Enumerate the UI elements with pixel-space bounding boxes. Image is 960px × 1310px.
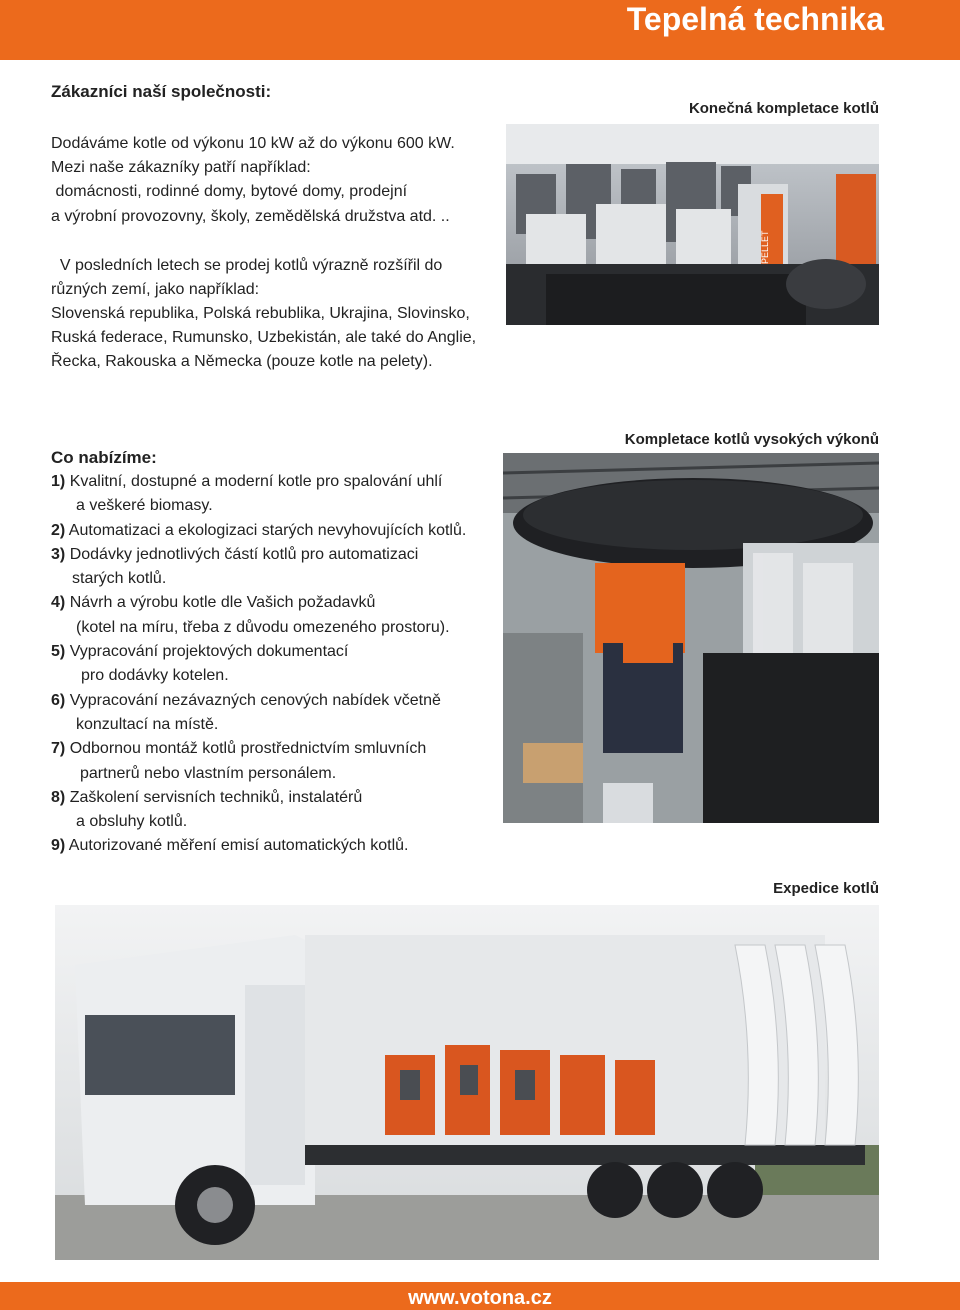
offer-item-text: Kvalitní, dostupné a moderní kotle pro spalování uhlí <box>69 473 443 490</box>
countries-line-2: různých zemí, jako například: <box>51 281 260 298</box>
photo-truck-dispatch <box>55 905 879 1260</box>
photo-caption-highpower: Kompletace kotlů vysokých výkonů <box>624 431 879 448</box>
customers-heading: Zákazníci naší společnosti: <box>51 82 272 101</box>
offer-item <box>51 519 501 543</box>
countries-line-1: V posledních letech se prodej kotlů výrazně rozšířil do <box>51 257 443 274</box>
offer-item-number: 7) <box>51 740 66 758</box>
footer-bar <box>0 1282 960 1310</box>
offer-item-text: Automatizaci a ekologizaci starých nevyhovujících kotlů. <box>68 521 467 539</box>
offer-item-number: 1) <box>51 473 66 490</box>
offer-item-number: 3) <box>51 545 66 563</box>
offer-item <box>51 737 501 786</box>
offer-item <box>51 591 501 640</box>
offer-list <box>51 470 501 859</box>
offer-item-text: Autorizované měření emisí automatických kotlů. <box>68 837 409 855</box>
offer-item-text: Vypracování projektových dokumentací <box>69 643 349 661</box>
offer-item-continuation: partnerů nebo vlastním personálem. <box>80 764 337 782</box>
page-title: Tepelná technika <box>626 1 884 37</box>
customers-line-2: Mezi naše zákazníky patří například: <box>51 159 311 176</box>
header-bar <box>0 0 960 60</box>
offer-item-number: 2) <box>51 521 66 539</box>
offer-item-continuation: (kotel na míru, třeba z důvodu omezeného prostoru). <box>76 618 450 636</box>
offer-item <box>51 543 501 592</box>
offer-item <box>51 640 501 689</box>
offer-item-continuation: konzultací na místě. <box>76 715 219 733</box>
offer-heading: Co nabízíme: <box>51 448 157 467</box>
countries-line-5: Řecka, Rakouska a Německa (pouze kotle na pelety). <box>51 353 433 370</box>
offer-item-continuation: a veškeré biomasy. <box>76 497 213 515</box>
offer-item-continuation: starých kotlů. <box>72 570 167 588</box>
offer-item-text: Dodávky jednotlivých částí kotlů pro automatizaci <box>69 545 419 563</box>
offer-item-number: 5) <box>51 643 66 661</box>
countries-line-3: Slovenská republika, Polská rebublika, Ukrajina, Slovinsko, <box>51 305 470 322</box>
offer-item-text: Zaškolení servisních techniků, instalatérů <box>69 788 363 806</box>
countries-line-4: Ruská federace, Rumunsko, Uzbekistán, ale také do Anglie, <box>51 329 477 346</box>
offer-item-continuation: a obsluhy kotlů. <box>76 813 188 831</box>
offer-item-text: Odbornou montáž kotlů prostřednictvím smluvních <box>69 740 427 758</box>
offer-item <box>51 834 501 858</box>
photo-caption-dispatch: Expedice kotlů <box>773 880 879 897</box>
offer-item-text: Vypracování nezávazných cenových nabídek včetně <box>69 691 441 709</box>
offer-item <box>51 786 501 835</box>
photo-highpower-assembly <box>503 453 879 823</box>
offer-item-text: Návrh a výrobu kotle dle Vašich požadavků <box>69 594 376 612</box>
pellet-sign-text: PELLET <box>760 230 770 264</box>
offer-item-number: 8) <box>51 788 66 806</box>
customers-line-1: Dodáváme kotle od výkonu 10 kW až do výkonu 600 kW. <box>51 135 455 152</box>
photo-caption-assembly: Konečná kompletace kotlů <box>688 100 879 117</box>
offer-item-continuation: pro dodávky kotelen. <box>81 667 229 685</box>
offer-item <box>51 470 501 519</box>
customers-line-4: a výrobní provozovny, školy, zemědělská družstva atd. .. <box>51 208 450 225</box>
website-url[interactable]: www.votona.cz <box>408 1287 552 1309</box>
offer-item-number: 6) <box>51 691 66 709</box>
photo-assembly-hall <box>506 124 879 325</box>
offer-item-number: 9) <box>51 837 66 855</box>
customers-line-3: domácnosti, rodinné domy, bytové domy, prodejní <box>51 183 408 200</box>
offer-item <box>51 689 501 738</box>
offer-item-number: 4) <box>51 594 66 612</box>
